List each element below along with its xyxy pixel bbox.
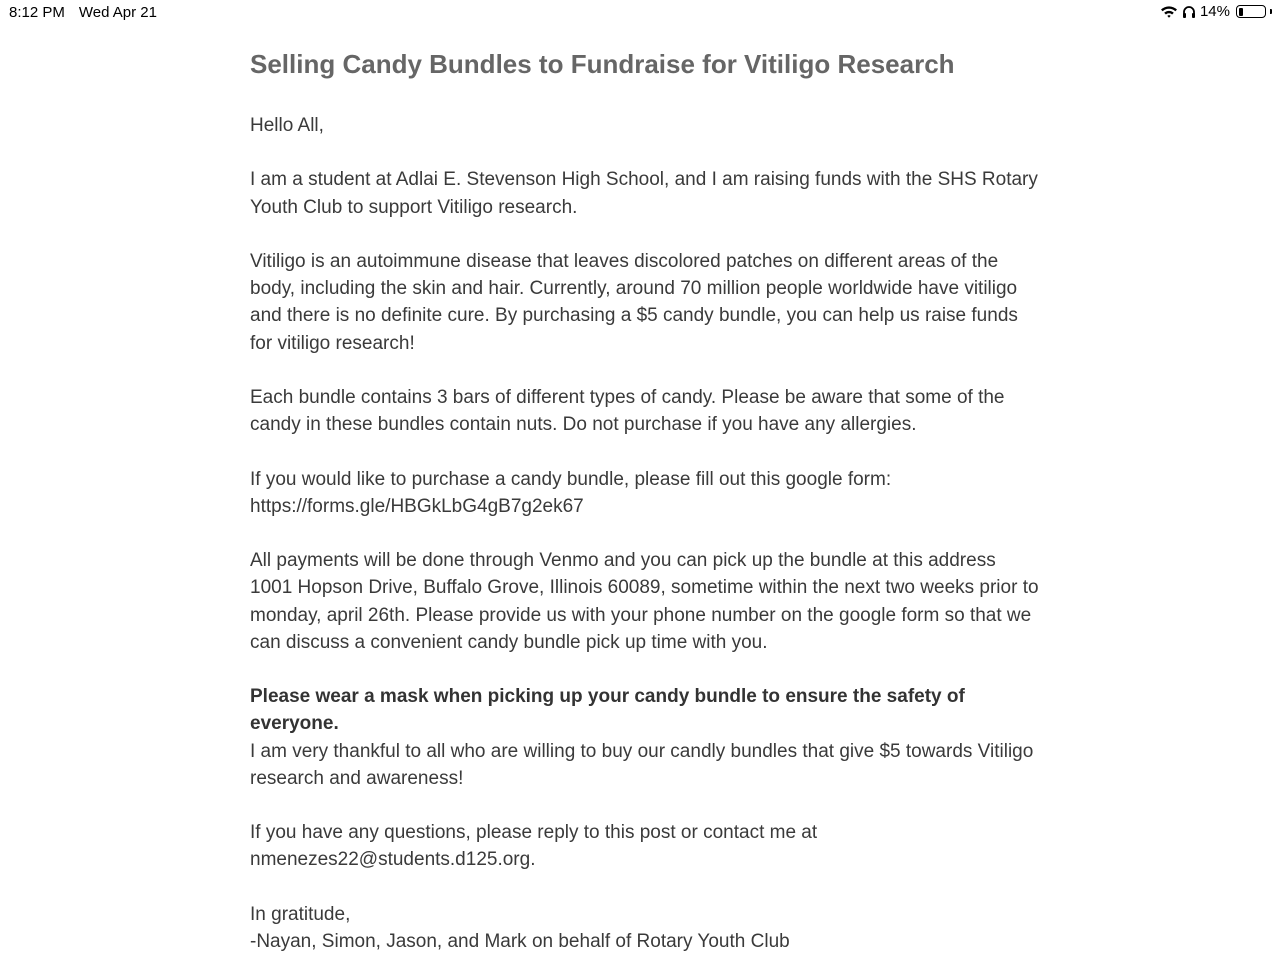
thanks-paragraph: I am very thankful to all who are willing to buy our candly bundles that give $5 towards Vitiligo research and awareness!	[250, 740, 1034, 789]
status-left	[9, 4, 157, 21]
status-right	[1160, 3, 1272, 20]
battery-percent: 14%	[1199, 3, 1230, 20]
mask-notice: Please wear a mask when picking up your candy bundle to ensure the safety of everyone.	[250, 686, 965, 735]
greeting: Hello All,	[250, 115, 324, 136]
form-prompt: If you would like to purchase a candy bundle, please fill out this google form:	[250, 468, 892, 490]
bundle-paragraph: Each bundle contains 3 bars of different types of candy. Please be aware that some of the candy in these bundles contain nuts. Do not purchase if you have any allergies.	[250, 386, 1005, 436]
post-title: Selling Candy Bundles to Fundraise for Vitiligo Research	[250, 49, 955, 79]
battery-level	[1239, 8, 1243, 16]
signoff-block	[250, 901, 1040, 955]
form-link[interactable]: https://forms.gle/HBGkLbG4gB7g2ek67	[250, 495, 584, 517]
wifi-icon	[1160, 5, 1178, 19]
status-time: 8:12 PM	[9, 4, 65, 21]
contact-paragraph	[250, 819, 1040, 873]
status-date: Wed Apr 21	[78, 4, 157, 21]
payment-paragraph: All payments will be done through Venmo and you can pick up the bundle at this address 1001 Hopson Drive, Buffalo Grove, Illinois 60089, sometime within the next two weeks prior to monday, april 26th. Please provide us with your phone number on the google form so that we can discuss a convenient candy bundle pick up time with you.	[250, 550, 1039, 653]
battery-cap	[1270, 9, 1272, 14]
contact-prompt: If you have any questions, please reply to this post or contact me at	[250, 822, 818, 844]
contact-suffix: .	[530, 849, 536, 871]
post-body	[250, 112, 1040, 955]
status-bar	[0, 0, 1280, 26]
battery-icon	[1236, 5, 1266, 18]
signoff: In gratitude,	[250, 903, 351, 925]
vitiligo-paragraph: Vitiligo is an autoimmune disease that leaves discolored patches on different areas of the body, including the skin and hair. Currently, around 70 million people worldwide have vitiligo and there is no definite cure. By purchasing a $5 candy bundle, you can help us raise funds for vitiligo research!	[250, 250, 1018, 354]
contact-email-link[interactable]: nmenezes22@students.d125.org	[250, 849, 531, 871]
intro-paragraph: I am a student at Adlai E. Stevenson High School, and I am raising funds with the SHS Rotary Youth Club to support Vitiligo research.	[250, 169, 1038, 218]
headphones-icon	[1182, 5, 1196, 19]
signature: -Nayan, Simon, Jason, and Mark on behalf of Rotary Youth Club	[250, 930, 790, 952]
form-paragraph	[250, 466, 1040, 520]
post	[250, 44, 1040, 955]
